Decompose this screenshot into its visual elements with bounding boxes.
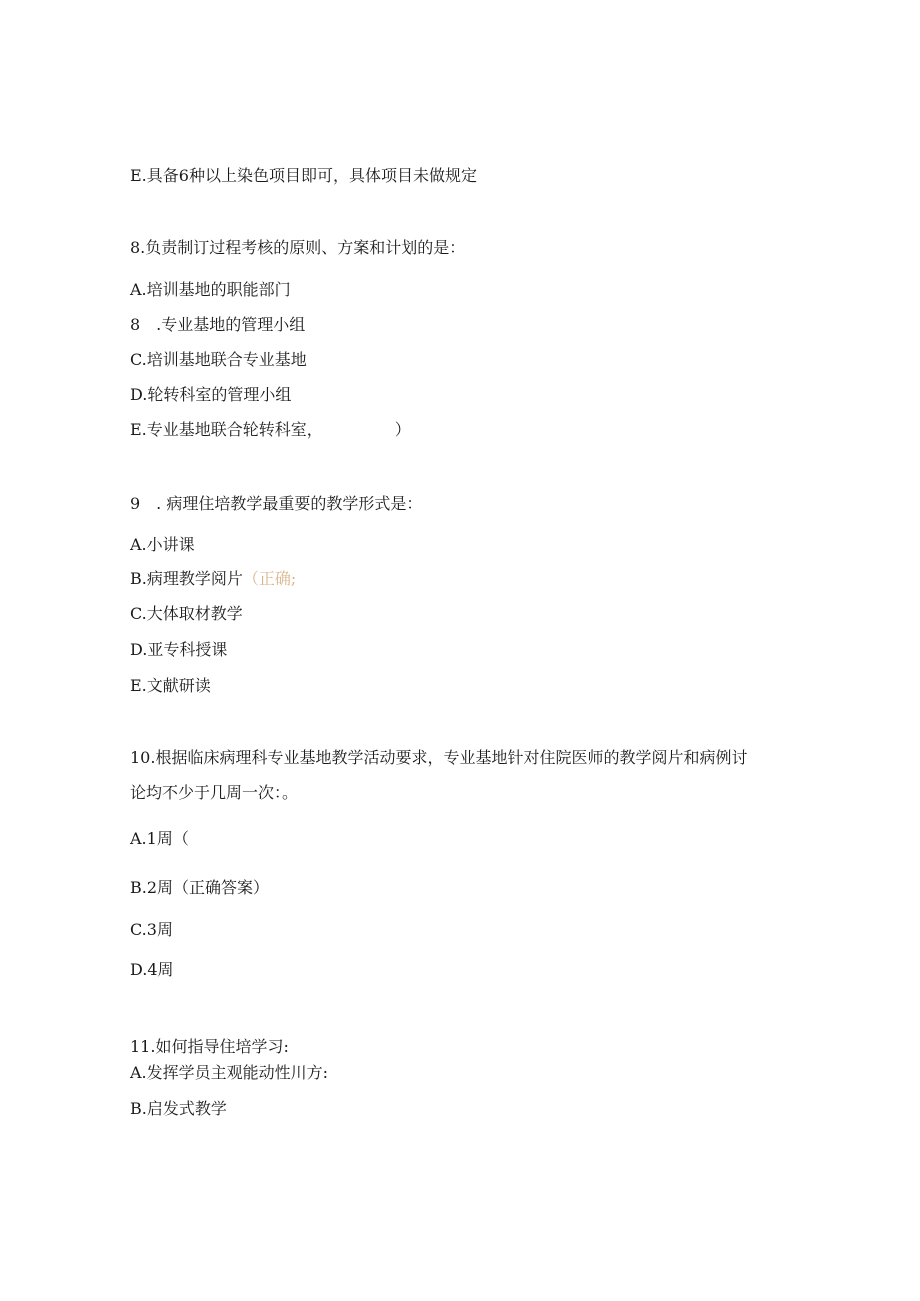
q9-option-e: E.文献研读 bbox=[130, 676, 211, 695]
q11-stem: 11.如何指导住培学习: bbox=[130, 1037, 289, 1056]
q9-stem: 9 . 病理住培教学最重要的教学形式是： bbox=[130, 494, 423, 513]
q9-option-b-text: B.病理教学阅片 bbox=[130, 569, 243, 588]
q9-option-c: C.大体取材教学 bbox=[130, 604, 243, 623]
q11-option-a: A.发挥学员主观能动性川方: bbox=[130, 1063, 329, 1082]
q7-option-e: E.具备6种以上染色项目即可，具体项目未做规定 bbox=[130, 166, 477, 185]
q8-option-c: C.培训基地联合专业基地 bbox=[130, 350, 307, 369]
q11-option-b: B.启发式教学 bbox=[130, 1099, 227, 1118]
q8-option-b: 8 .专业基地的管理小组 bbox=[130, 315, 306, 334]
q10-option-b: B.2周（正确答案） bbox=[130, 878, 270, 897]
q8-option-d: D.轮转科室的管理小组 bbox=[130, 385, 292, 404]
q10-option-d: D.4周 bbox=[130, 960, 174, 979]
q9-option-b bbox=[130, 569, 296, 589]
q9-option-b-answer-mark: （正确; bbox=[242, 569, 297, 588]
q8-stem: 8.负责制订过程考核的原则、方案和计划的是： bbox=[130, 238, 466, 257]
q10-option-c: C.3周 bbox=[130, 920, 173, 939]
q10-stem-line1: 10.根据临床病理科专业基地教学活动要求，专业基地针对住院医师的教学阅片和病例讨 bbox=[130, 748, 748, 767]
q8-option-e: E.专业基地联合轮转科室， ） bbox=[130, 420, 411, 439]
q10-stem-line2: 论均不少于几周一次：。 bbox=[130, 783, 299, 802]
q9-option-d: D.亚专科授课 bbox=[130, 640, 228, 659]
q9-option-a: A.小讲课 bbox=[130, 535, 195, 554]
q8-option-a: A.培训基地的职能部门 bbox=[130, 280, 291, 299]
q10-option-a: A.1周（ bbox=[130, 829, 189, 848]
